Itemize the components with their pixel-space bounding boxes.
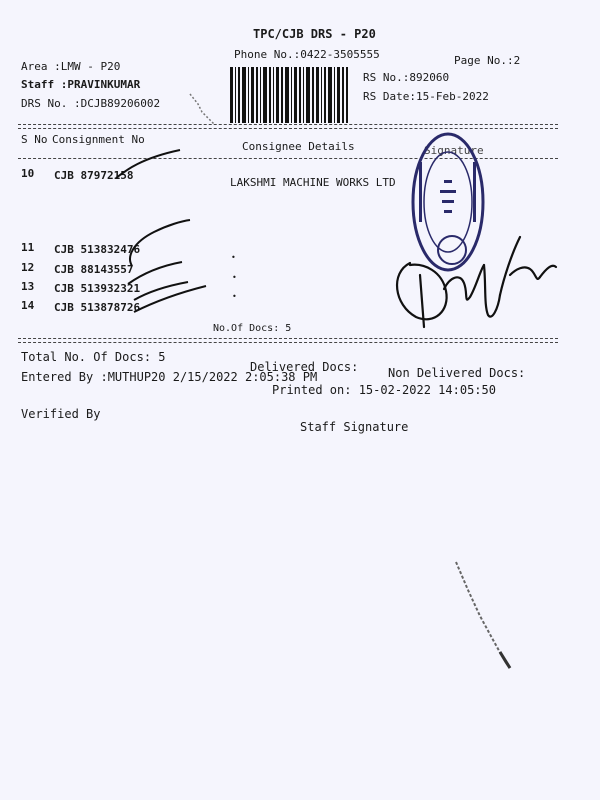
row-consignment: CJB 87972158 [54, 169, 134, 182]
column-consignment: Consignment No [52, 133, 145, 146]
tick-mark-icon [112, 146, 184, 182]
total-docs: Total No. Of Docs: 5 [21, 350, 166, 364]
verified-by: Verified By [21, 407, 101, 421]
area-label: Area :LMW - P20 [21, 60, 121, 73]
row-consignment: CJB 513832476 [54, 243, 141, 256]
column-sno: S No [21, 133, 48, 146]
row-sno: 12 [21, 261, 35, 274]
column-consignee: Consignee Details [242, 140, 355, 153]
row-sno: 11 [21, 241, 35, 254]
entered-by: Entered By :MUTHUP20 2/15/2022 2:05:38 PM [21, 370, 318, 384]
divider-line [18, 338, 558, 339]
dot-mark-icon: • [232, 273, 237, 282]
row-sno: 14 [21, 299, 35, 312]
page-number: Page No.:2 [454, 54, 521, 67]
row-consignment: CJB 513932321 [54, 282, 141, 295]
printed-on: Printed on: 15-02-2022 14:05:50 [272, 383, 496, 397]
handwritten-signature-icon [380, 225, 560, 335]
delivered-docs: Delivered Docs: [250, 360, 359, 374]
document-title: TPC/CJB DRS - P20 [253, 27, 376, 41]
column-signature: Signature [424, 144, 484, 157]
divider-line [18, 124, 558, 125]
rs-date: RS Date:15-Feb-2022 [363, 90, 489, 103]
row-sno: 13 [21, 280, 35, 293]
drs-number: DRS No. :DCJB89206002 [21, 97, 161, 110]
barcode-icon [230, 67, 348, 123]
row-sno: 10 [21, 167, 35, 180]
staff-label: Staff :PRAVINKUMAR [21, 78, 141, 91]
dot-mark-icon: • [232, 292, 237, 301]
rs-number: RS No.:892060 [363, 71, 450, 84]
staff-signature-label: Staff Signature [300, 420, 409, 434]
no-of-docs: No.Of Docs: 5 [213, 323, 292, 334]
non-delivered-docs: Non Delivered Docs: [388, 366, 526, 380]
tick-mark-icon [130, 282, 210, 316]
row-consignment: CJB 88143557 [54, 263, 134, 276]
scan-mark-icon [188, 92, 218, 126]
divider-line [18, 128, 558, 129]
phone-number: Phone No.:0422-3505555 [234, 48, 380, 61]
row-consignee: LAKSHMI MACHINE WORKS LTD [230, 176, 396, 189]
divider-line [18, 342, 558, 343]
row-consignment: CJB 513878726 [54, 301, 141, 314]
dot-mark-icon: • [231, 253, 236, 262]
scan-mark-icon [454, 560, 516, 672]
